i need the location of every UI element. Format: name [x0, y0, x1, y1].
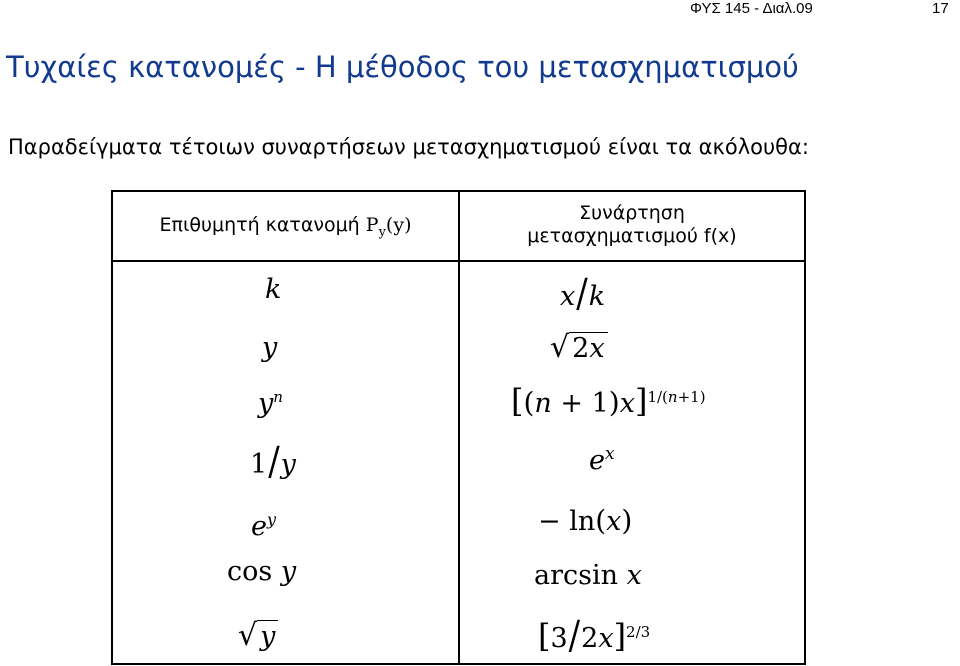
intro-text: Παραδείγματα τέτοιων συναρτήσεων μετασχηματισμού είναι τα ακόλουθα: — [8, 135, 809, 159]
row6-left: cos y — [227, 556, 297, 587]
row4-right: $e^x$ — [589, 444, 615, 476]
row1-right: x/k — [560, 271, 606, 317]
column-divider — [458, 192, 460, 663]
col2-header — [460, 202, 804, 248]
col1-header-text: Επιθυμητή κατανομή — [159, 214, 360, 236]
header-divider — [113, 260, 804, 262]
row7-right: $[3/2x]^{2/3}$ — [538, 613, 651, 659]
col1-header-symbol: $P_y(y)$ — [365, 214, 412, 240]
row3-right: $[(n + 1)x]^{1/(n+1)}$ — [511, 382, 706, 420]
row2-left: y — [262, 332, 278, 363]
row4-left: 1/y — [250, 439, 296, 485]
row5-left: $e^y$ — [251, 510, 277, 542]
slide-title: Τυχαίες κατανομές - Η μέθοδος του μετασχηματισμού — [6, 50, 799, 84]
row7-left: √ y — [238, 618, 278, 653]
row6-right: arcsin x — [534, 560, 642, 591]
row2-right: √ 2x — [550, 330, 608, 365]
row1-left: k — [265, 274, 282, 305]
transformation-table — [111, 190, 806, 665]
row3-left: $y^n$ — [258, 388, 283, 419]
col1-header — [113, 214, 458, 244]
row5-right: − ln(x) — [538, 504, 633, 537]
col2-header-line2: μετασχηματισμού f(x) — [527, 225, 737, 247]
page-number: 17 — [932, 0, 949, 17]
course-label: ΦΥΣ 145 - Διαλ.09 — [690, 0, 813, 17]
col2-header-line1: Συνάρτηση — [579, 202, 685, 224]
